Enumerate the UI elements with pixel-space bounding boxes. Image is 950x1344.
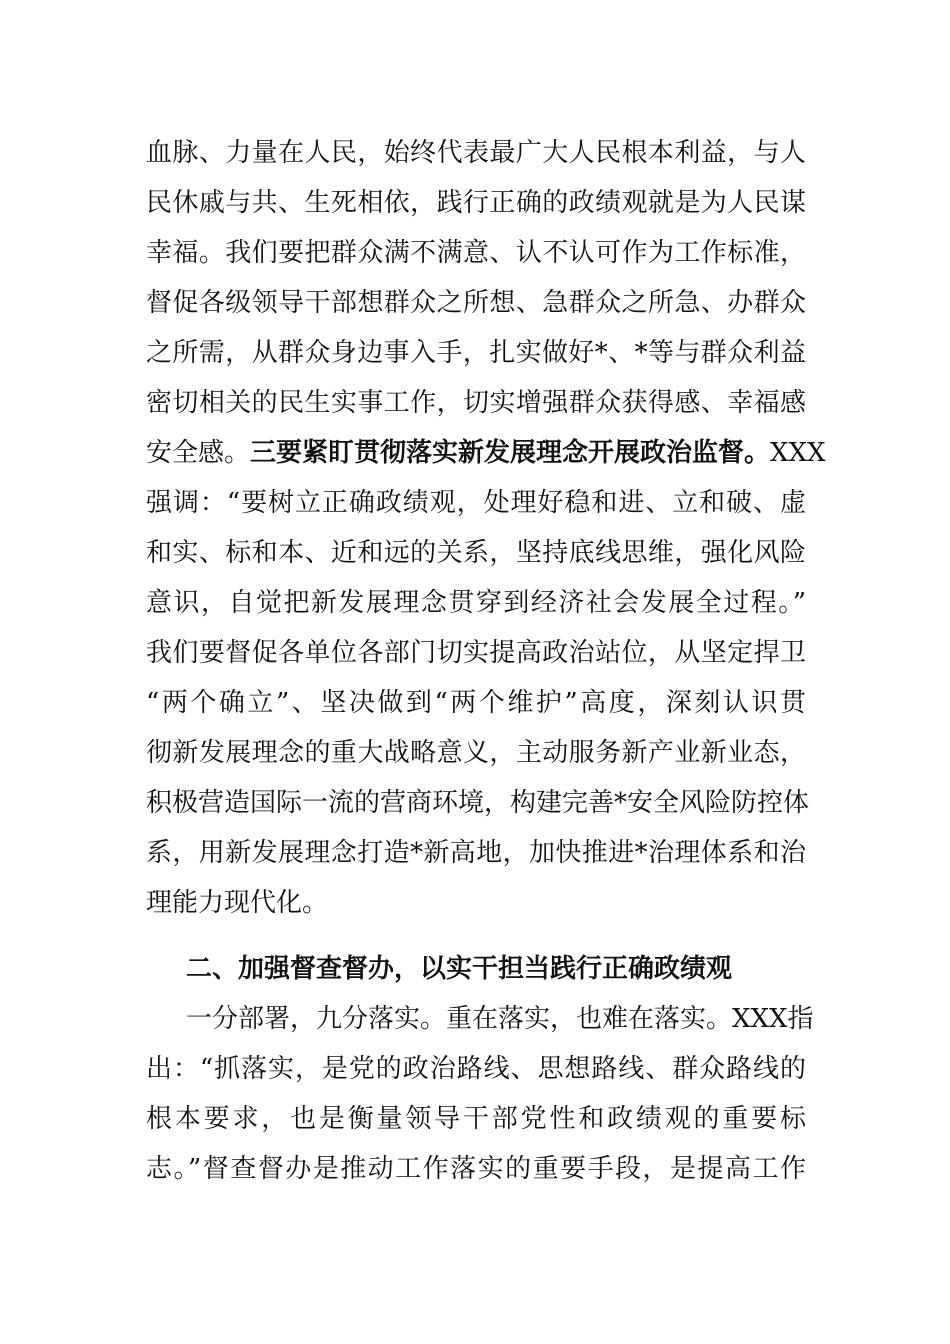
paragraph-line: 密切相关的民生实事工作，切实增强群众获得感、幸福感 bbox=[146, 388, 806, 418]
paragraph-line: 血脉、力量在人民，始终代表最广大人民根本利益，与人 bbox=[146, 138, 806, 168]
normal-text: 安全感。 bbox=[146, 438, 251, 468]
paragraph-line: 积极营造国际一流的营商环境，构建完善*安全风险防控体 bbox=[146, 788, 810, 818]
paragraph-line: 根本要求，也是衡量领导干部党性和政绩观的重要标 bbox=[146, 1104, 806, 1134]
paragraph-line: 强调：“要树立正确政绩观，处理好稳和进、立和破、虚 bbox=[146, 488, 806, 518]
paragraph-line: “两个确立”、坚决做到“两个维护”高度，深刻认识贯 bbox=[146, 688, 806, 718]
paragraph-line: 督促各级领导干部想群众之所想、急群众之所急、办群众 bbox=[146, 288, 806, 318]
bold-subheading-text: 三要紧盯贯彻落实新发展理念开展政治监督。 bbox=[250, 438, 771, 468]
paragraph-line: 出：“抓落实，是党的政治路线、思想路线、群众路线的 bbox=[146, 1054, 806, 1084]
paragraph-line: 幸福。我们要把群众满不满意、认不认可作为工作标准， bbox=[146, 238, 806, 268]
paragraph-line: 和实、标和本、近和远的关系，坚持底线思维，强化风险 bbox=[146, 538, 806, 568]
normal-text: XXX bbox=[770, 438, 826, 468]
paragraph-line-last: 理能力现代化。 bbox=[146, 888, 329, 918]
paragraph-line: 民休戚与共、生死相依，践行正确的政绩观就是为人民谋 bbox=[146, 188, 806, 218]
paragraph-line: 之所需，从群众身边事入手，扎实做好*、*等与群众利益 bbox=[146, 338, 806, 368]
paragraph-line-first: 一分部署，九分落实。重在落实，也难在落实。XXX指 bbox=[186, 1004, 814, 1034]
paragraph-line-mixed bbox=[146, 428, 826, 478]
paragraph-line: 志。”督查督办是推动工作落实的重要手段，是提高工作 bbox=[146, 1154, 806, 1184]
paragraph-line: 我们要督促各单位各部门切实提高政治站位，从坚定捍卫 bbox=[146, 638, 806, 668]
paragraph-line: 意识，自觉把新发展理念贯穿到经济社会发展全过程。” bbox=[146, 588, 806, 618]
paragraph-line: 系，用新发展理念打造*新高地，加快推进*治理体系和治 bbox=[146, 838, 806, 868]
section-heading: 二、加强督查督办，以实干担当践行正确政绩观 bbox=[186, 954, 733, 984]
document-body bbox=[146, 128, 826, 1194]
paragraph-line: 彻新发展理念的重大战略意义，主动服务新产业新业态， bbox=[146, 738, 806, 768]
